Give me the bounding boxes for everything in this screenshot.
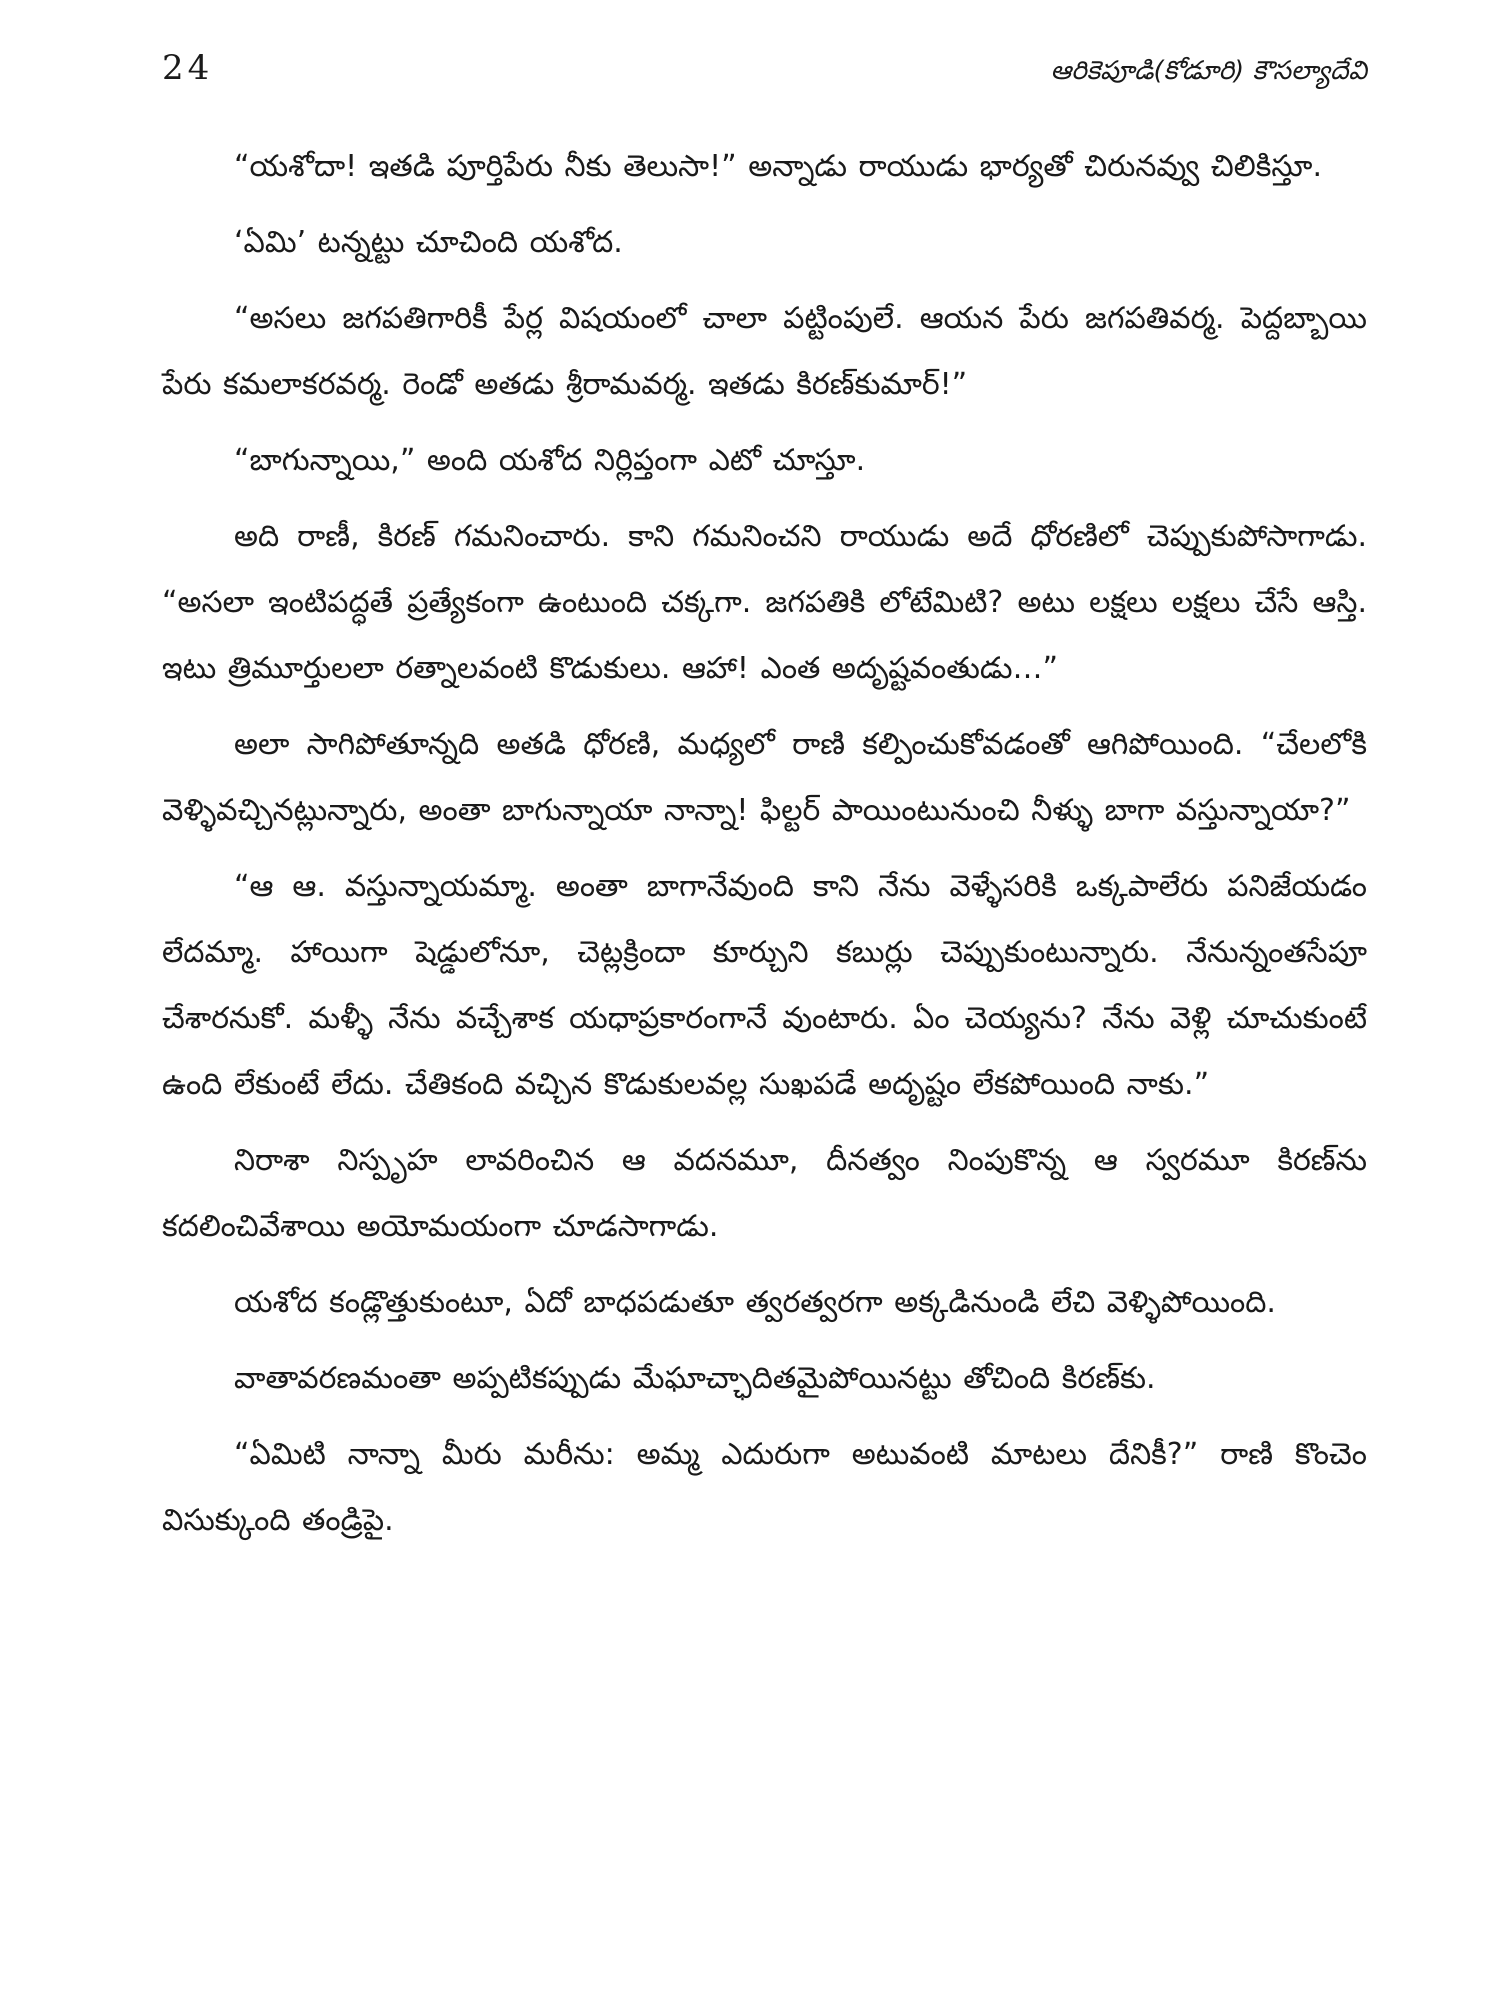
paragraph: “యశోదా! ఇతడి పూర్తిపేరు నీకు తెలుసా!” అన్నాడు రాయుడు భార్యతో చిరునవ్వు చిలికిస్తూ.	[234, 149, 1322, 184]
paragraph: ‘ఏమి’ టన్నట్టు చూచింది యశోద.	[234, 225, 623, 260]
page-header	[162, 48, 1367, 118]
paragraph: అది రాణీ, కిరణ్ గమనించారు. కాని గమనించని రాయుడు అదే ధోరణిలో చెప్పుకుపోసాగాడు. “అసలా ఇంటిపద్ధతే ప్రత్యేకంగా ఉంటుంది చక్కగా. జగపతికి లోటేమిటి? అటు లక్షలు లక్షలు చేసే ఆస్తి. ఇటు త్రిమూర్తులలా రత్నాలవంటి కొడుకులు. ఆహా! ఎంత అదృష్టవంతుడు…”	[162, 519, 1367, 686]
paragraph: వాతావరణమంతా అప్పటికప్పుడు మేఘాచ్ఛాదితమైపోయినట్టు తోచింది కిరణ్‌కు.	[234, 1361, 1156, 1396]
page-number: 24	[162, 48, 214, 88]
paragraph: “బాగున్నాయి,” అంది యశోద నిర్లిప్తంగా ఎటో చూస్తూ.	[234, 443, 866, 478]
paragraph: “ఆ ఆ. వస్తున్నాయమ్మా. అంతా బాగానేవుంది కాని నేను వెళ్ళేసరికి ఒక్కపాలేరు పనిజేయడం లేదమ్మా. హాయిగా షెడ్డులోనూ, చెట్లక్రిందా కూర్చుని కబుర్లు చెప్పుకుంటున్నారు. నేనున్నంతసేపూ చేశారనుకో. మళ్ళీ నేను వచ్చేశాక యధాప్రకారంగానే వుంటారు. ఏం చెయ్యను? నేను వెళ్లి చూచుకుంటే ఉంది లేకుంటే లేదు. చేతికంది వచ్చిన కొడుకులవల్ల సుఖపడే అదృష్టం లేకపోయింది నాకు.”	[162, 869, 1367, 1102]
paragraph: “ఏమిటి నాన్నా మీరు మరీను: అమ్మ ఎదురుగా అటువంటి మాటలు దేనికీ?” రాణి కొంచెం విసుక్కుంది తండ్రిపై.	[162, 1437, 1367, 1538]
paragraph: “అసలు జగపతిగారికీ పేర్ల విషయంలో చాలా పట్టింపులే. ఆయన పేరు జగపతివర్మ. పెద్దబ్బాయి పేరు కమలాకరవర్మ. రెండో అతడు శ్రీరామవర్మ. ఇతడు కిరణ్‌కుమార్!”	[162, 301, 1367, 402]
running-title: ఆరికెపూడి(కోడూరి) కౌసల్యాదేవి	[1050, 56, 1367, 86]
paragraph: యశోద కండ్లొత్తుకుంటూ, ఏదో బాధపడుతూ త్వరత్వరగా అక్కడినుండి లేచి వెళ్ళిపోయింది.	[234, 1285, 1276, 1320]
paragraph: నిరాశా నిస్పృహ లావరించిన ఆ వదనమూ, దీనత్వం నింపుకొన్న ఆ స్వరమూ కిరణ్‌ను కదలించివేశాయి అయోమయంగా చూడసాగాడు.	[162, 1143, 1367, 1244]
body-text	[162, 134, 1367, 1554]
paragraph: అలా సాగిపోతూన్నది అతడి ధోరణి, మధ్యలో రాణి కల్పించుకోవడంతో ఆగిపోయింది. “చేలలోకి వెళ్ళివచ్చినట్లున్నారు, అంతా బాగున్నాయా నాన్నా! ఫిల్టర్ పాయింటునుంచి నీళ్ళు బాగా వస్తున్నాయా?”	[162, 727, 1367, 828]
